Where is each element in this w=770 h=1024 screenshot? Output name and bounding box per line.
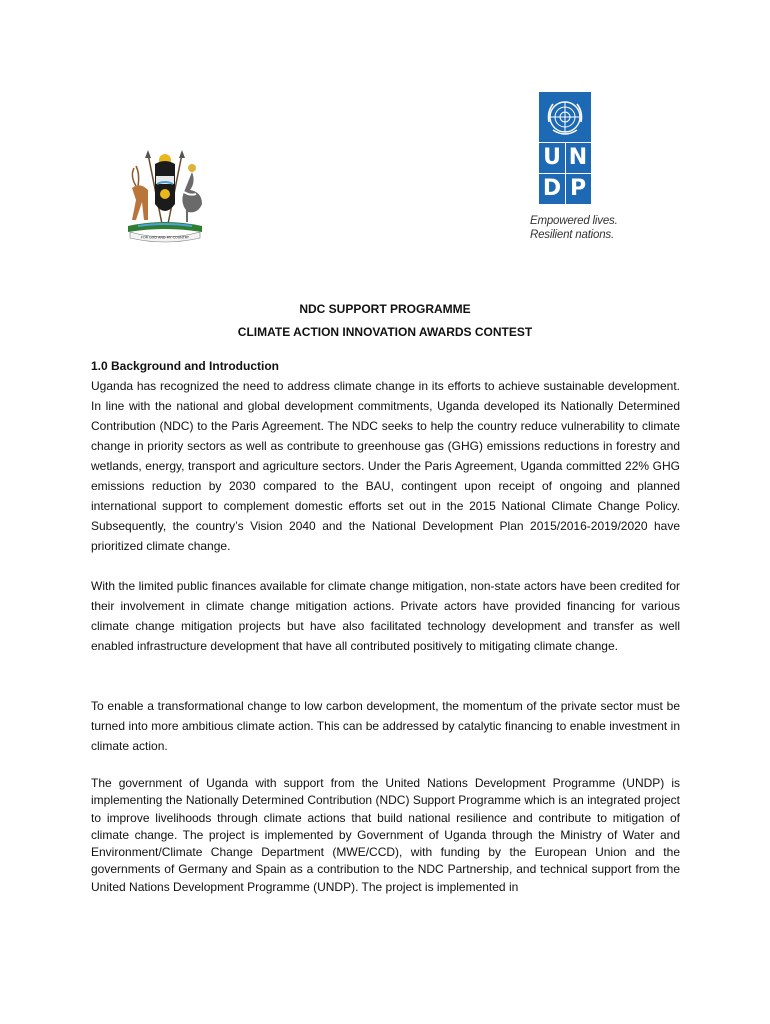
undp-letter-u: U bbox=[543, 145, 561, 170]
undp-tagline bbox=[530, 214, 618, 242]
undp-letter-p: P bbox=[569, 176, 587, 201]
programme-title: NDC SUPPORT PROGRAMME bbox=[299, 302, 471, 316]
undp-tagline-line2: Resilient nations. bbox=[530, 229, 614, 241]
un-emblem-icon bbox=[539, 92, 591, 142]
paragraph-background: Uganda has recognized the need to address climate change in its efforts to achieve sustainable development. In line with the national and global development commitments, Uganda developed its Nationally Determined Contribution (NDC) to the Paris Agreement. The NDC seeks to help the country reduce vulnerability to climate change in priority sectors as well as contribute to greenhouse gas (GHG) emissions reductions in forestry and wetlands, energy, transport and agriculture sectors. Under the Paris Agreement, Uganda committed 22% GHG emissions reduction by 2030 compared to the BAU, contingent upon receipt of ongoing and planned international support to complement domestic efforts set out in the 2015 National Climate Change Policy. Subsequently, the country’s Vision 2040 and the National Development Plan 2015/2016-2019/2020 have prioritized climate change. bbox=[91, 379, 680, 553]
contest-title: CLIMATE ACTION INNOVATION AWARDS CONTEST bbox=[237, 325, 533, 339]
paragraph-transformational-change: To enable a transformational change to low carbon development, the momentum of the private sector must be turned into more ambitious climate action. This can be addressed by catalytic financing to enable investment in climate action. bbox=[91, 699, 680, 753]
undp-letter-grid bbox=[539, 142, 591, 204]
undp-tagline-line1: Empowered lives. bbox=[530, 215, 618, 227]
undp-letter-n: N bbox=[568, 145, 588, 170]
uganda-coat-of-arms-icon bbox=[118, 146, 212, 244]
coat-of-arms-motto: FOR GOD AND MY COUNTRY bbox=[141, 235, 189, 240]
section-heading: 1.0 Background and Introduction bbox=[91, 359, 280, 373]
paragraph-ndc-support-programme: The government of Uganda with support from the United Nations Development Programme (UNDP) is implementing the Nationally Determined Contribution (NDC) Support Programme which is an integrated project to improve livelihoods through climate actions that build national resilience and contribute to mitigation of climate change. The project is implemented by Government of Uganda through the Ministry of Water and Environment/Climate Change Department (MWE/CCD), with funding by the European Union and the governments of Germany and Spain as a contribution to the NDC Partnership, and technical support from the United Nations Development Programme (UNDP). The project is implemented in bbox=[91, 776, 680, 894]
undp-logo bbox=[539, 92, 591, 204]
undp-letter-d: D bbox=[542, 176, 562, 201]
paragraph-non-state-actors: With the limited public finances available for climate change mitigation, non-state actors have been credited for their involvement in climate change mitigation actions. Private actors have provided financing for various climate change mitigation projects but have also facilitated technology development and transfer as well enabled infrastructure development that have all contributed positively to mitigating climate change. bbox=[91, 579, 680, 653]
